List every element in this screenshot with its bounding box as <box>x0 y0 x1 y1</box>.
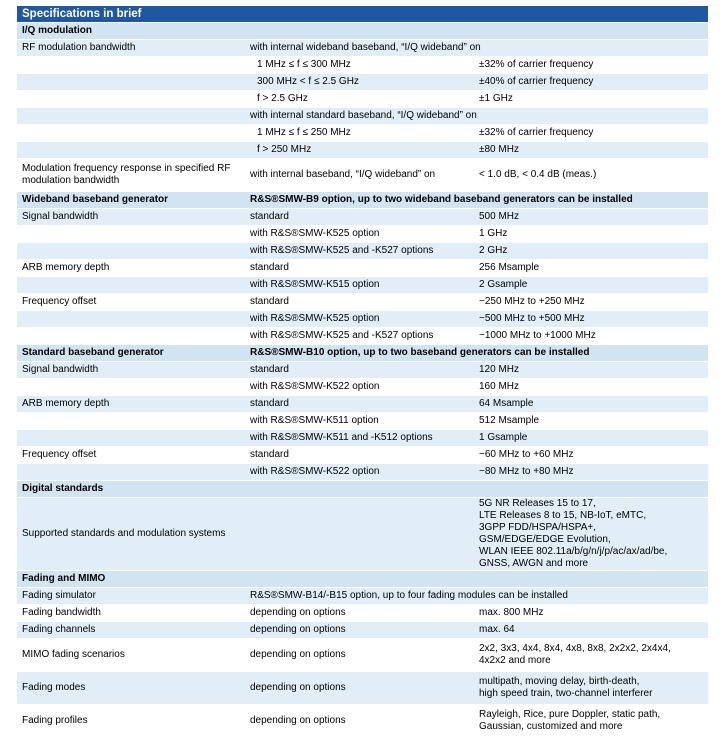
section-header-row <box>17 345 708 362</box>
parameter-cell: Fading bandwidth <box>17 605 245 622</box>
value-cell: 120 MHz <box>474 362 708 379</box>
spec-row <box>17 40 708 57</box>
value-cell: ±1 GHz <box>474 91 708 108</box>
spec-row <box>17 430 708 447</box>
spec-row <box>17 243 708 260</box>
condition-cell: 300 MHz < f ≤ 2.5 GHz <box>245 74 474 91</box>
spec-row <box>17 108 708 125</box>
parameter-cell <box>17 74 245 91</box>
cell-line: 5G NR Releases 15 to 17, <box>479 498 596 509</box>
parameter-cell <box>17 379 245 396</box>
section-header-row <box>17 23 708 40</box>
parameter-cell <box>17 125 245 142</box>
section-header-row <box>17 192 708 209</box>
condition-cell: depending on options <box>245 705 474 738</box>
parameter-cell <box>17 328 245 345</box>
condition-cell: R&S®SMW-B14/-B15 option, up to four fading modules can be installed <box>245 588 708 605</box>
value-cell: 64 Msample <box>474 396 708 413</box>
value-cell: 500 MHz <box>474 209 708 226</box>
cell-line: WLAN IEEE 802.11a/b/g/n/j/p/ac/ax/ad/be, <box>479 546 668 557</box>
value-cell <box>474 23 708 40</box>
section-title: I/Q modulation <box>17 23 245 40</box>
cell-line: 4x2x2 and more <box>479 655 551 666</box>
parameter-cell: Signal bandwidth <box>17 209 245 226</box>
condition-cell: with R&S®SMW-K511 and -K512 options <box>245 430 474 447</box>
value-cell: −1000 MHz to +1000 MHz <box>474 328 708 345</box>
condition-cell: standard <box>245 396 474 413</box>
value-cell: ±40% of carrier frequency <box>474 74 708 91</box>
section-title: Digital standards <box>17 481 245 498</box>
condition-cell <box>245 571 474 588</box>
parameter-cell: ARB memory depth <box>17 396 245 413</box>
parameter-cell: Modulation frequency response in specified RF modulation bandwidth <box>17 159 245 192</box>
parameter-cell: Signal bandwidth <box>17 362 245 379</box>
condition-cell: standard <box>245 209 474 226</box>
parameter-cell: Fading profiles <box>17 705 245 738</box>
parameter-cell <box>17 57 245 74</box>
condition-cell: with R&S®SMW-K522 option <box>245 379 474 396</box>
value-cell: ±80 MHz <box>474 142 708 159</box>
value-cell: 512 Msample <box>474 413 708 430</box>
condition-cell: f > 2.5 GHz <box>245 91 474 108</box>
condition-cell: with R&S®SMW-K511 option <box>245 413 474 430</box>
spec-row <box>17 294 708 311</box>
spec-row <box>17 142 708 159</box>
cell-line: 2x2, 3x3, 4x4, 8x4, 4x8, 8x8, 2x2x2, 2x4x4, <box>479 643 671 654</box>
spec-row <box>17 605 708 622</box>
condition-cell: with internal standard baseband, “I/Q wideband” on <box>245 108 708 125</box>
spec-row <box>17 159 708 192</box>
spec-table-body <box>17 23 708 738</box>
condition-cell: with R&S®SMW-K525 option <box>245 226 474 243</box>
parameter-cell <box>17 243 245 260</box>
condition-cell: with internal baseband, “I/Q wideband” on <box>245 159 474 192</box>
parameter-cell: Fading channels <box>17 622 245 639</box>
condition-cell: standard <box>245 294 474 311</box>
section-title: Standard baseband generator <box>17 345 245 362</box>
section-header-row <box>17 481 708 498</box>
cell-line: LTE Releases 8 to 15, NB-IoT, eMTC, <box>479 510 647 521</box>
parameter-cell <box>17 413 245 430</box>
spec-row <box>17 447 708 464</box>
condition-cell: R&S®SMW-B10 option, up to two baseband generators can be installed <box>245 345 708 362</box>
spec-row <box>17 328 708 345</box>
cell-line: Gaussian, customized and more <box>479 721 623 733</box>
condition-cell: depending on options <box>245 622 474 639</box>
parameter-cell <box>17 142 245 159</box>
cell-line: 3GPP FDD/HSPA/HSPA+, <box>479 522 596 533</box>
parameter-cell: RF modulation bandwidth <box>17 40 245 57</box>
value-cell: ±32% of carrier frequency <box>474 57 708 74</box>
condition-cell: standard <box>245 362 474 379</box>
parameter-cell <box>17 430 245 447</box>
spec-row <box>17 672 708 705</box>
condition-cell: depending on options <box>245 605 474 622</box>
parameter-cell <box>17 464 245 481</box>
value-cell: 160 MHz <box>474 379 708 396</box>
condition-cell: with R&S®SMW-K515 option <box>245 277 474 294</box>
value-cell: −80 MHz to +80 MHz <box>474 464 708 481</box>
value-cell: max. 64 <box>474 622 708 639</box>
condition-cell: with R&S®SMW-K522 option <box>245 464 474 481</box>
condition-cell: standard <box>245 447 474 464</box>
value-cell: max. 800 MHz <box>474 605 708 622</box>
condition-cell <box>245 498 474 571</box>
parameter-cell <box>17 277 245 294</box>
condition-cell: 1 MHz ≤ f ≤ 300 MHz <box>245 57 474 74</box>
value-cell: −60 MHz to +60 MHz <box>474 447 708 464</box>
parameter-cell: Fading simulator <box>17 588 245 605</box>
spec-row <box>17 362 708 379</box>
section-title: Fading and MIMO <box>17 571 245 588</box>
spec-row <box>17 705 708 738</box>
parameter-cell: MIMO fading scenarios <box>17 639 245 672</box>
spec-row <box>17 209 708 226</box>
parameter-cell: Frequency offset <box>17 447 245 464</box>
cell-line: GSM/EDGE/EDGE Evolution, <box>479 534 611 545</box>
spec-row <box>17 413 708 430</box>
condition-cell: with R&S®SMW-K525 option <box>245 311 474 328</box>
condition-cell: depending on options <box>245 639 474 672</box>
value-cell: −500 MHz to +500 MHz <box>474 311 708 328</box>
value-cell: 1 GHz <box>474 226 708 243</box>
condition-cell: R&S®SMW-B9 option, up to two wideband baseband generators can be installed <box>245 192 708 209</box>
condition-cell <box>245 23 474 40</box>
value-cell: < 1.0 dB, < 0.4 dB (meas.) <box>474 159 708 192</box>
value-cell <box>474 705 708 738</box>
parameter-cell: Frequency offset <box>17 294 245 311</box>
spec-row <box>17 396 708 413</box>
parameter-cell: Fading modes <box>17 672 245 705</box>
spec-row <box>17 311 708 328</box>
spec-table <box>17 22 708 738</box>
spec-row <box>17 464 708 481</box>
value-cell <box>474 481 708 498</box>
value-cell <box>474 498 708 571</box>
spec-row <box>17 639 708 672</box>
spec-row <box>17 226 708 243</box>
value-cell: ±32% of carrier frequency <box>474 125 708 142</box>
spec-row <box>17 125 708 142</box>
value-cell: 256 Msample <box>474 260 708 277</box>
cell-line: GNSS, AWGN and more <box>479 558 589 569</box>
condition-cell: depending on options <box>245 672 474 705</box>
spec-row <box>17 260 708 277</box>
value-cell: 1 Gsample <box>474 430 708 447</box>
value-cell <box>474 571 708 588</box>
parameter-cell <box>17 91 245 108</box>
cell-line: multipath, moving delay, birth-death, <box>479 676 640 687</box>
condition-cell: standard <box>245 260 474 277</box>
spec-row <box>17 74 708 91</box>
section-header-row <box>17 571 708 588</box>
spec-row <box>17 588 708 605</box>
value-cell: 2 GHz <box>474 243 708 260</box>
section-title: Wideband baseband generator <box>17 192 245 209</box>
condition-cell: with internal wideband baseband, “I/Q wideband” on <box>245 40 708 57</box>
parameter-cell <box>17 108 245 125</box>
parameter-cell <box>17 311 245 328</box>
spec-row <box>17 622 708 639</box>
value-cell: −250 MHz to +250 MHz <box>474 294 708 311</box>
spec-row <box>17 379 708 396</box>
parameter-cell <box>17 226 245 243</box>
cell-line: Rayleigh, Rice, pure Doppler, static path, <box>479 709 661 721</box>
condition-cell: f > 250 MHz <box>245 142 474 159</box>
value-cell: 2 Gsample <box>474 277 708 294</box>
parameter-cell: ARB memory depth <box>17 260 245 277</box>
condition-cell: with R&S®SMW-K525 and -K527 options <box>245 328 474 345</box>
spec-row <box>17 57 708 74</box>
spec-row <box>17 91 708 108</box>
condition-cell: with R&S®SMW-K525 and -K527 options <box>245 243 474 260</box>
value-cell <box>474 639 708 672</box>
section-title-bar: Specifications in brief <box>17 6 708 22</box>
cell-line: high speed train, two-channel interferer <box>479 688 653 699</box>
spec-row <box>17 498 708 571</box>
value-cell <box>474 672 708 705</box>
spec-row <box>17 277 708 294</box>
parameter-cell: Supported standards and modulation systems <box>17 498 245 571</box>
condition-cell <box>245 481 474 498</box>
condition-cell: 1 MHz ≤ f ≤ 250 MHz <box>245 125 474 142</box>
